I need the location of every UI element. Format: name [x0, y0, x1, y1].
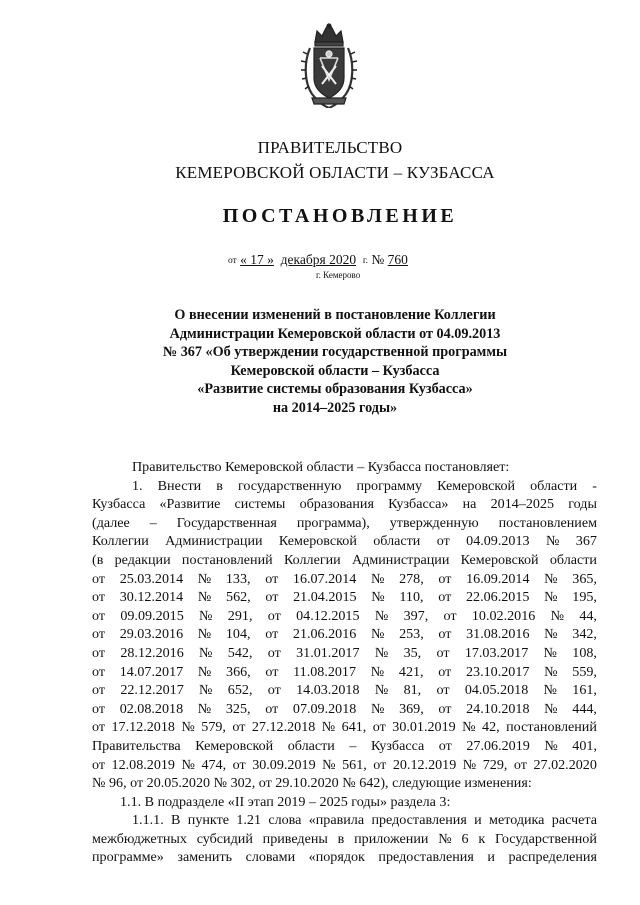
body-line: № 96, от 20.05.2020 № 302, от 29.10.2020 № 642), следующие изменения: [92, 775, 532, 792]
body-line: от 22.12.2017 № 652, от 14.03.2018 № 81, от 04.05.2018 № 161, [92, 682, 597, 699]
body-line: от 14.07.2017 № 366, от 11.08.2017 № 421, от 23.10.2017 № 559, [92, 663, 597, 680]
title-line: Кемеровской области – Кузбасса [230, 362, 440, 379]
body-line: от 29.03.2016 № 104, от 21.06.2016 № 253, от 31.08.2016 № 342, [92, 626, 597, 643]
decree-date-line [228, 252, 408, 268]
body-line: от 28.12.2016 № 542, от 31.01.2017 № 35, от 17.03.2017 № 108, [92, 644, 597, 661]
date-prefix: от [228, 256, 237, 266]
body-line: 1. Внести в государственную программу Кемеровской области - [132, 477, 597, 494]
body-line: от 25.03.2014 № 133, от 16.07.2014 № 278, от 16.09.2014 № 365, [92, 570, 597, 587]
title-line: Администрации Кемеровской области от 04.09.2013 [169, 325, 501, 342]
date-day: « 17 » [240, 252, 274, 267]
title-line: № 367 «Об утверждении государственной программы [162, 344, 508, 360]
title-line: на 2014–2025 годы» [272, 399, 398, 416]
coat-of-arms-emblem [300, 22, 358, 108]
year-suffix: г. [362, 256, 369, 266]
decree-body-text [92, 458, 597, 867]
decree-title [140, 306, 530, 417]
body-line: от 09.09.2015 № 291, от 04.12.2015 № 397, от 10.02.2016 № 44, [92, 607, 597, 624]
body-line: от 12.08.2019 № 474, от 30.09.2019 № 561, от 20.12.2019 № 729, от 27.02.2020 [92, 756, 597, 773]
body-line: от 17.12.2018 № 579, от 27.12.2018 № 641, от 30.01.2019 № 42, постановлений [92, 719, 597, 736]
body-line: (далее – Государственная программа), утвержденную постановлением [92, 514, 597, 531]
body-line: 1.1. В подразделе «II этап 2019 – 2025 годы» раздела 3: [120, 793, 451, 810]
body-line: (в редакции постановлений Коллегии Администрации Кемеровской области [92, 551, 597, 568]
government-title-line1: ПРАВИТЕЛЬСТВО [257, 138, 403, 157]
body-line: Кузбасса «Развитие системы образования Кузбасса» на 2014–2025 годы [92, 496, 597, 513]
body-line: от 02.08.2018 № 325, от 07.09.2018 № 369, от 24.10.2018 № 444, [92, 700, 597, 717]
number-label: № [371, 252, 385, 267]
title-line: О внесении изменений в постановление Коллегии [174, 307, 496, 323]
body-line: Правительство Кемеровской области – Кузбасса постановляет: [132, 459, 510, 475]
date-month-year: декабря 2020 [280, 252, 357, 267]
body-line: межбюджетных субсидий приведены в приложении № 6 к Государственной [92, 830, 597, 847]
title-line: «Развитие системы образования Кузбасса» [197, 381, 473, 397]
body-line: Правительства Кемеровской области – Кузбасса от 27.06.2019 № 401, [92, 737, 597, 754]
government-title-line2: КЕМЕРОВСКОЙ ОБЛАСТИ – КУЗБАССА [175, 163, 495, 182]
body-line: программе» заменить словами «порядок предоставления и распределения [92, 849, 597, 866]
body-line: 1.1.1. В пункте 1.21 слова «правила предоставления и методика расчета [132, 812, 597, 829]
body-line: Коллегии Администрации Кемеровской области от 04.09.2013 № 367 [92, 533, 597, 550]
document-type-heading: ПОСТАНОВЛЕНИЕ [222, 205, 458, 227]
decree-number: 760 [387, 252, 408, 267]
body-line: от 30.12.2014 № 562, от 21.04.2015 № 110, от 22.06.2015 № 195, [92, 589, 597, 606]
city-label: г. Кемерово [316, 270, 361, 280]
